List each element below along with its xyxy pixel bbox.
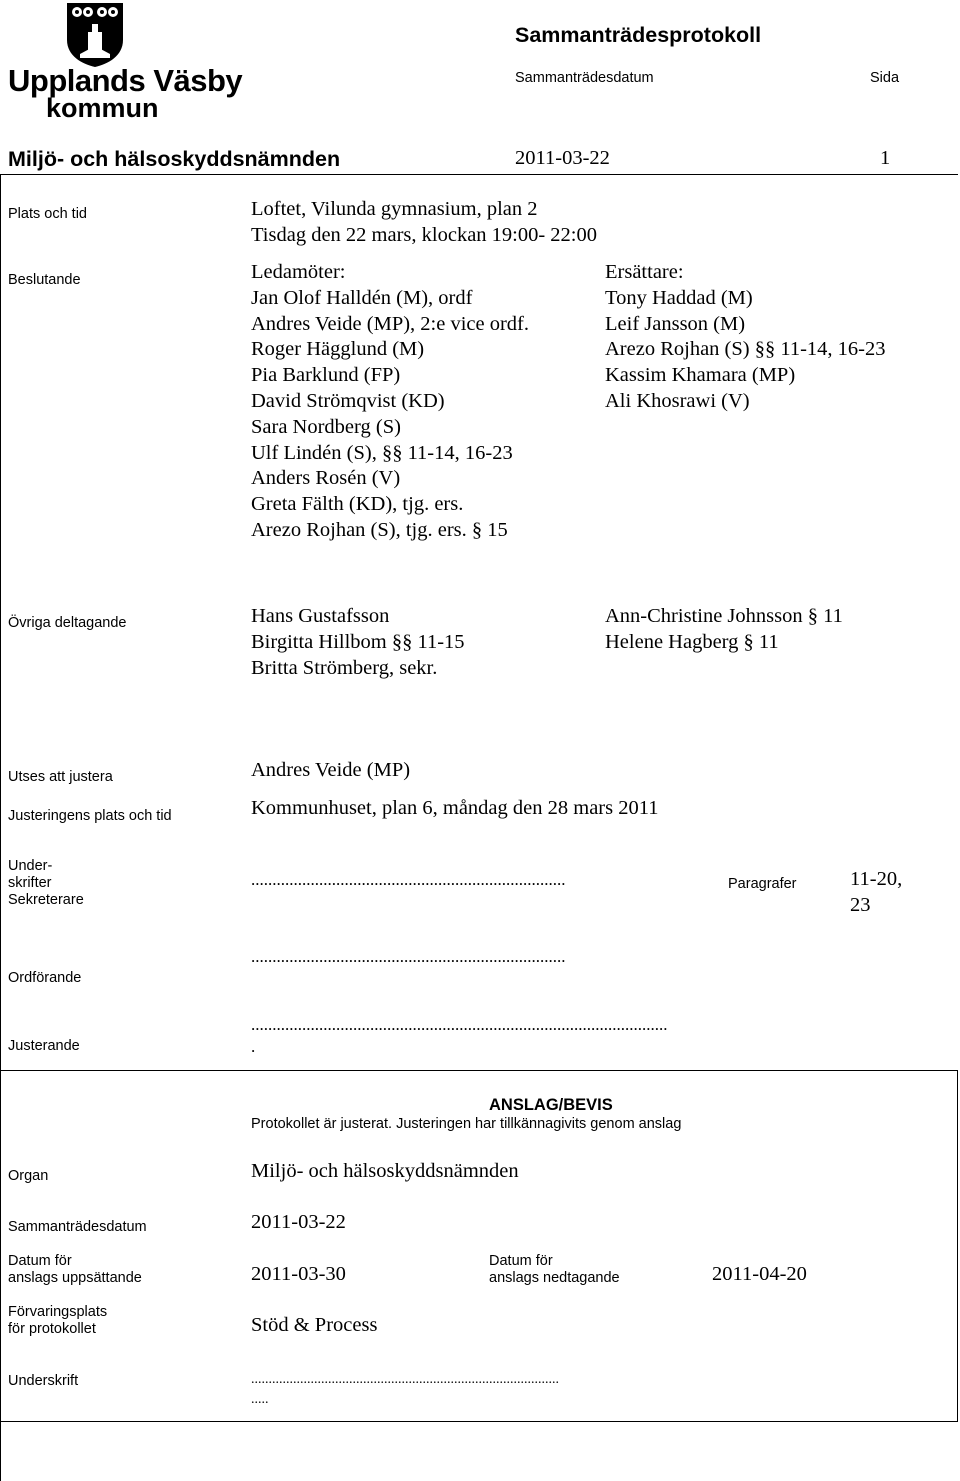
member-item: Greta Fälth (KD), tjg. ers.: [251, 493, 464, 516]
substitutes-heading: Ersättare:: [605, 261, 684, 283]
header-page-label: Sida: [870, 70, 900, 86]
ovriga-right-list: [605, 604, 843, 656]
justerande-dots-line: ..................................................................................................: [251, 1015, 668, 1034]
member-item: David Strömqvist (KD): [251, 389, 445, 412]
nedtagande-label: [489, 1253, 620, 1287]
anslag-date-value: 2011-03-22: [251, 1211, 346, 1233]
paragrafer-line: 23: [850, 893, 871, 916]
member-item: Sara Nordberg (S): [251, 415, 401, 438]
left-border: [0, 174, 1, 1481]
member-item: Anders Rosén (V): [251, 467, 401, 490]
justeringens-label: Justeringens plats och tid: [8, 808, 172, 824]
substitute-item: Tony Haddad (M): [605, 286, 753, 309]
bottom-rule: [0, 1421, 958, 1422]
document-title: Sammanträdesprotokoll: [515, 23, 762, 47]
justerande-signature-line[interactable]: [251, 1014, 668, 1058]
substitute-item: Ali Khosrawi (V): [605, 389, 750, 412]
anslag-title: ANSLAG/BEVIS: [489, 1096, 613, 1114]
forvaring-label-line: Förvaringsplats: [8, 1304, 108, 1320]
participant-item: Hans Gustafsson: [251, 605, 390, 627]
substitutes-list: [605, 260, 886, 415]
header-rule: [0, 174, 958, 175]
underskrift-dots-line: .....: [251, 1392, 269, 1407]
logo-line-2: kommun: [46, 93, 159, 123]
organ-label: Organ: [8, 1168, 49, 1184]
beslutande-label: Beslutande: [8, 272, 81, 288]
justerande-label: Justerande: [8, 1038, 80, 1054]
participant-item: Helene Hagberg § 11: [605, 630, 779, 653]
signatures-label: [8, 858, 84, 909]
plats-label: Plats och tid: [8, 206, 87, 222]
organ-value: Miljö- och hälsoskyddsnämnden: [251, 1160, 519, 1182]
uppsattande-label-line: Datum för: [8, 1253, 72, 1269]
justera-value: Andres Veide (MP): [251, 759, 411, 781]
members-list: [251, 260, 529, 544]
plats-line: Loftet, Vilunda gymnasium, plan 2: [251, 198, 538, 220]
uppsattande-label: [8, 1253, 142, 1287]
anslag-subtitle: Protokollet är justerat. Justeringen har tillkännagivits genom anslag: [251, 1116, 682, 1132]
page-number: 1: [880, 147, 891, 169]
justeringens-value: Kommunhuset, plan 6, måndag den 28 mars 2011: [251, 797, 659, 819]
signatures-label-line: skrifter: [8, 875, 52, 891]
ovriga-left-list: [251, 604, 465, 681]
member-item: Pia Barklund (FP): [251, 364, 401, 387]
substitute-item: Kassim Khamara (MP): [605, 364, 796, 387]
member-item: Roger Hägglund (M): [251, 338, 425, 361]
paragrafer-label: Paragrafer: [728, 876, 797, 892]
substitute-item: Leif Jansson (M): [605, 312, 746, 335]
plats-line: Tisdag den 22 mars, klockan 19:00- 22:00: [251, 223, 598, 246]
paragrafer-line: 11-20,: [850, 868, 903, 890]
committee-name: Miljö- och hälsoskyddsnämnden: [8, 147, 341, 171]
ordforande-label: Ordförande: [8, 970, 82, 986]
uppsattande-value: 2011-03-30: [251, 1263, 346, 1285]
member-item: Jan Olof Halldén (M), ordf: [251, 286, 473, 309]
justera-label: Utses att justera: [8, 769, 113, 785]
member-item: Arezo Rojhan (S), tjg. ers. § 15: [251, 518, 508, 541]
underskrift-signature-line[interactable]: [251, 1370, 559, 1410]
forvaring-value: Stöd & Process: [251, 1314, 378, 1336]
anslag-date-label: Sammanträdesdatum: [8, 1219, 147, 1235]
signatures-label-line: Sekreterare: [8, 892, 84, 908]
members-heading: Ledamöter:: [251, 261, 346, 283]
underskrift-dots-line: ........................................................................................: [251, 1372, 559, 1387]
ordforande-signature-line[interactable]: ..........................................................................: [251, 947, 566, 966]
signatures-label-line: Under-: [8, 858, 53, 874]
ovriga-label: Övriga deltagande: [8, 615, 127, 631]
nedtagande-label-line: anslags nedtagande: [489, 1270, 620, 1286]
sekreterare-signature-line[interactable]: ..........................................................................: [251, 870, 566, 889]
logo-line-1: Upplands Väsby: [8, 63, 243, 98]
participant-item: Britta Strömberg, sekr.: [251, 656, 438, 679]
meeting-date: 2011-03-22: [515, 147, 610, 169]
justerande-dots-line: .: [251, 1037, 256, 1056]
member-item: Ulf Lindén (S), §§ 11-14, 16-23: [251, 441, 513, 464]
participant-item: Ann-Christine Johnsson § 11: [605, 605, 843, 627]
nedtagande-label-line: Datum för: [489, 1253, 553, 1269]
plats-value: [251, 197, 597, 249]
right-border: [957, 1070, 958, 1421]
uppsattande-label-line: anslags uppsättande: [8, 1270, 142, 1286]
member-item: Andres Veide (MP), 2:e vice ordf.: [251, 312, 530, 335]
forvaring-label-line: för protokollet: [8, 1321, 96, 1337]
coat-of-arms-icon: [66, 2, 124, 68]
substitute-item: Arezo Rojhan (S) §§ 11-14, 16-23: [605, 338, 886, 361]
header-date-label: Sammanträdesdatum: [515, 70, 654, 86]
section-rule: [0, 1070, 958, 1071]
forvaring-label: [8, 1304, 107, 1338]
nedtagande-value: 2011-04-20: [712, 1263, 807, 1285]
underskrift-label: Underskrift: [8, 1373, 79, 1389]
paragrafer-value: [850, 867, 902, 919]
participant-item: Birgitta Hillbom §§ 11-15: [251, 630, 465, 653]
